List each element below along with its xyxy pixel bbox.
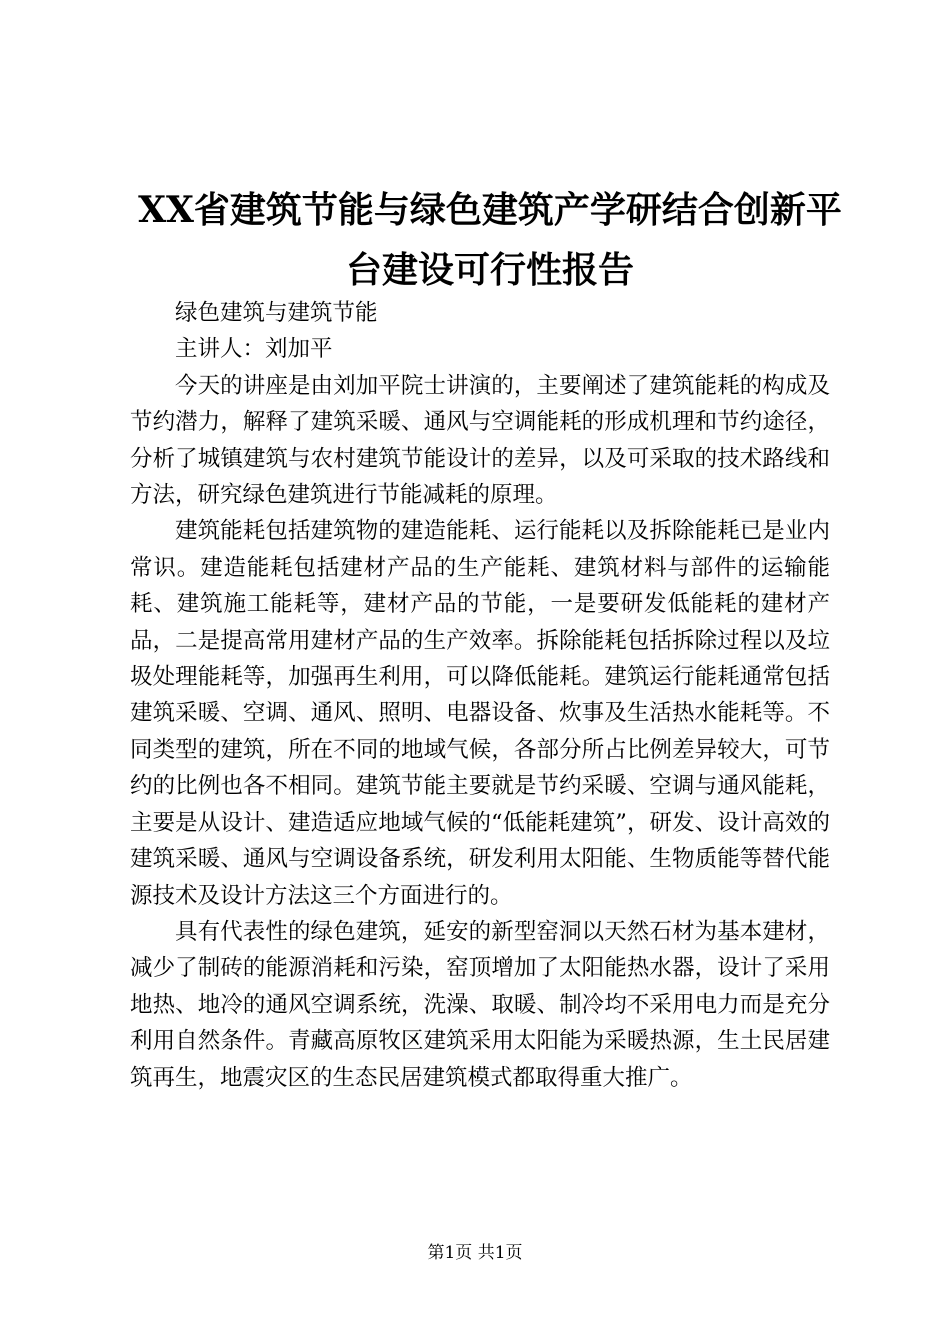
- document-body: [130, 295, 830, 1096]
- paragraph: 今天的讲座是由刘加平院士讲演的，主要阐述了建筑能耗的构成及节约潜力，解释了建筑采暖、通风与空调能耗的形成机理和节约途径，分析了城镇建筑与农村建筑节能设计的差异，以及可采取的技术路线和方法，研究绿色建筑进行节能减耗的原理。: [130, 372, 830, 509]
- speaker-line: 主讲人：刘加平: [175, 336, 333, 363]
- subtitle: 绿色建筑与建筑节能: [175, 300, 378, 326]
- paragraph: 具有代表性的绿色建筑，延安的新型窑洞以天然石材为基本建材，减少了制砖的能源消耗和污染，窑顶增加了太阳能热水器，设计了采用地热、地冷的通风空调系统，洗澡、取暖、制冷均不采用电力而是充分利用自然条件。青藏高原牧区建筑采用太阳能为采暖热源，生土民居建筑再生，地震灾区的生态民居建筑模式都取得重大推广。: [130, 918, 830, 1091]
- document-title-line-1: XX省建筑节能与绿色建筑产学研结合创新平: [138, 189, 842, 231]
- document-title-line-2: 台建设可行性报告: [345, 249, 634, 291]
- page-footer: 第1页 共1页: [427, 1243, 523, 1263]
- paragraph: 建筑能耗包括建筑物的建造能耗、运行能耗以及拆除能耗已是业内常识。建造能耗包括建材产品的生产能耗、建筑材料与部件的运输能耗、建筑施工能耗等，建材产品的节能，一是要研发低能耗的建材产品，二是提高常用建材产品的生产效率。拆除能耗包括拆除过程以及垃圾处理能耗等，加强再生利用，可以降低能耗。建筑运行能耗通常包括建筑采暖、空调、通风、照明、电器设备、炊事及生活热水能耗等。不同类型的建筑，所在不同的地域气候，各部分所占比例差异较大，可节约的比例也各不相同。建筑节能主要就是节约采暖、空调与通风能耗，主要是从设计、建造适应地域气候的“低能耗建筑”，研发、设计高效的建筑采暖、通风与空调设备系统，研发利用太阳能、生物质能等替代能源技术及设计方法这三个方面进行的。: [130, 518, 830, 909]
